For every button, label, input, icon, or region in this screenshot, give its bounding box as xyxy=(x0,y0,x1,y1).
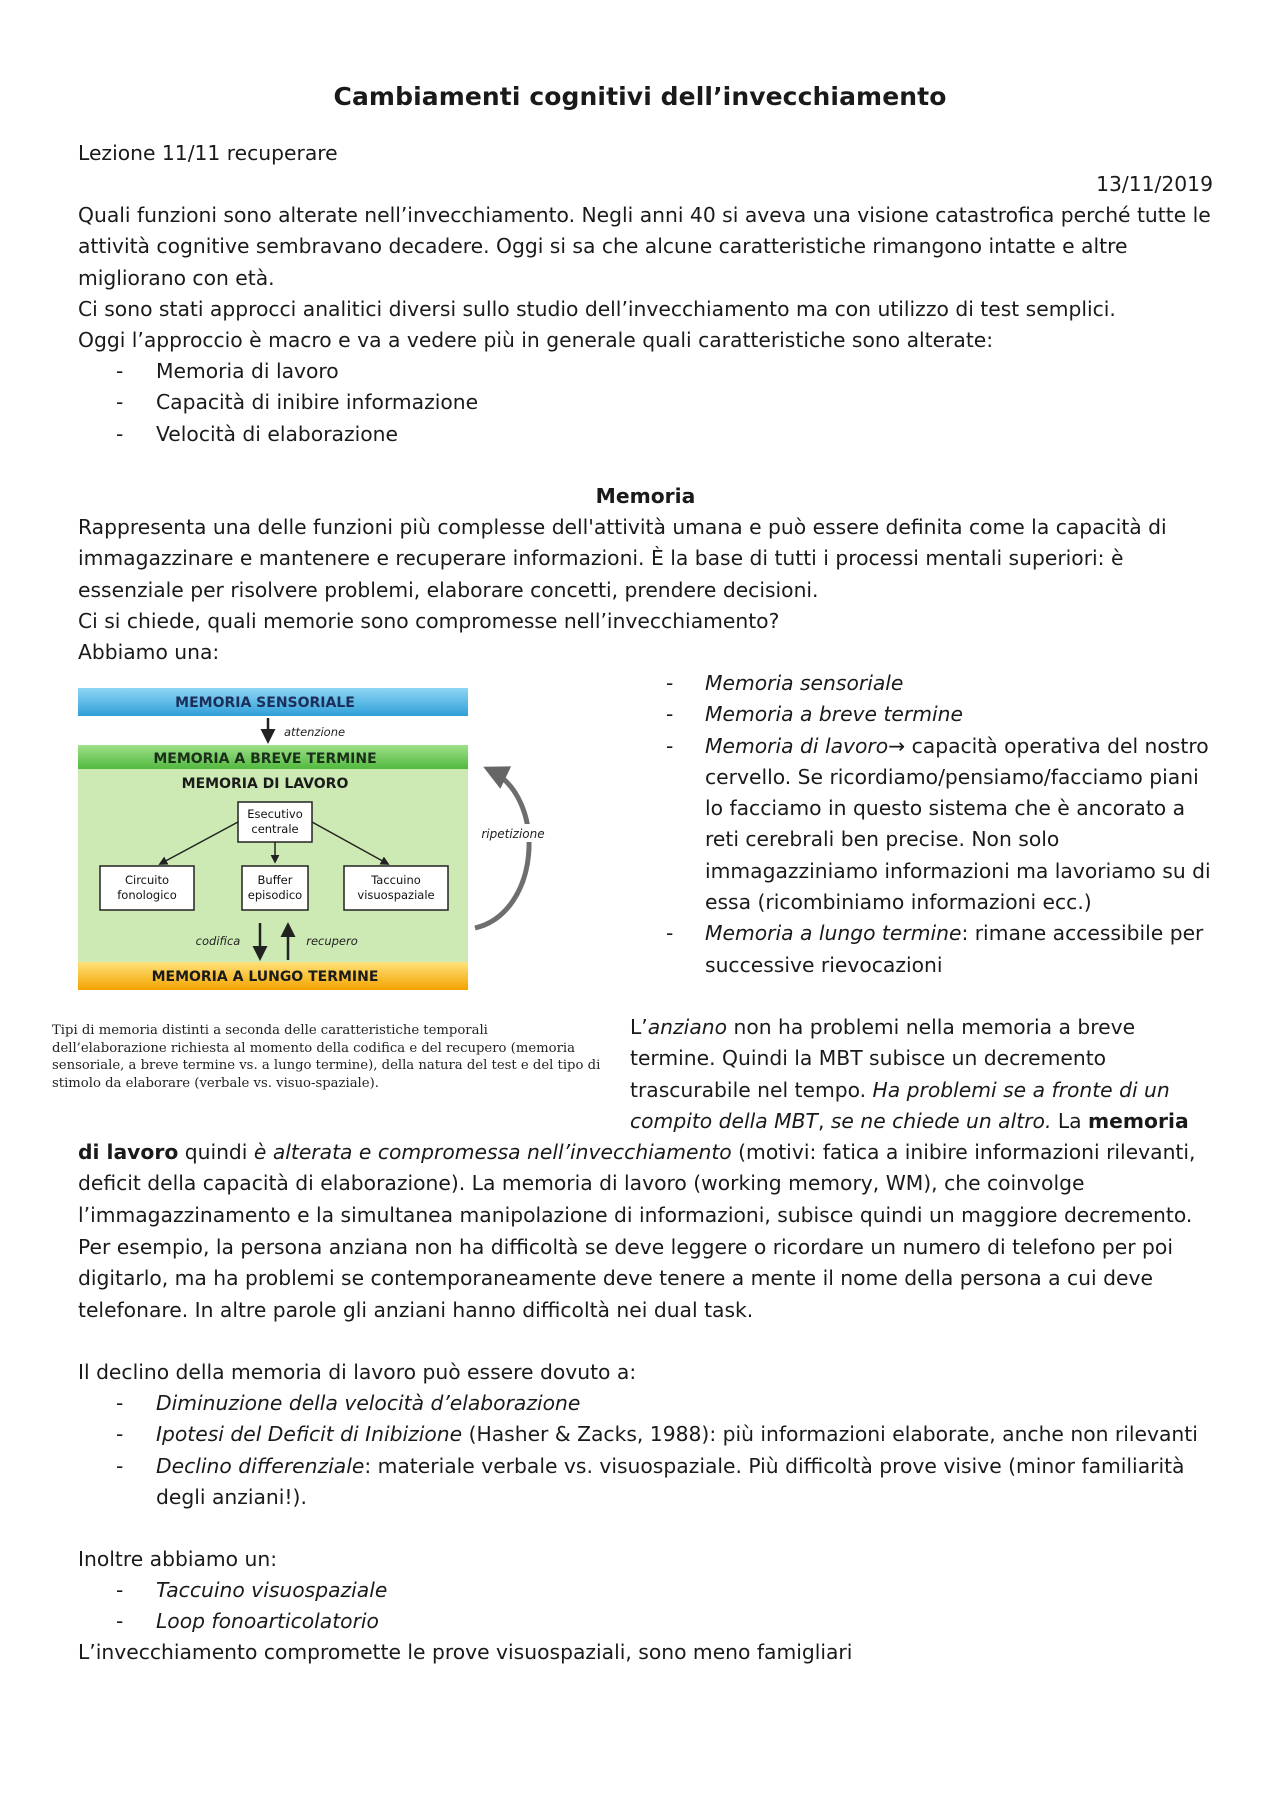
float-spacer xyxy=(78,1012,630,1134)
retrieval-label: recupero xyxy=(306,934,358,948)
rehearsal-label: ripetizione xyxy=(481,827,545,841)
list-item: - Velocità di elaborazione xyxy=(116,421,398,446)
episodic-buffer-label-2: episodico xyxy=(247,888,303,902)
list-item: - Memoria di lavoro xyxy=(116,359,339,383)
decline-intro: Il declino della memoria di lavoro può essere dovuto a: xyxy=(78,1360,637,1384)
approach-line-2: Oggi l’approccio è macro e va a vedere più in generale quali caratteristiche sono alterate: xyxy=(78,328,994,352)
working-memory-label: MEMORIA DI LAVORO xyxy=(181,776,349,792)
section-heading-memoria: Memoria xyxy=(595,484,696,508)
page-title: Cambiamenti cognitivi dell’invecchiamento xyxy=(333,82,947,111)
episodic-buffer-label-1: Buffer xyxy=(257,873,293,887)
list-item: - Memoria di lavoro→ capacità operativa del nostro cervello. Se ricordiamo/pensiamo/facciamo piani lo facciamo in questo sistema che è ancorato a reti cerebrali ben precise. Non solo immagazziniamo informazioni ma lavoriamo su di essa (ricombiniamo informazioni ecc.) xyxy=(666,733,1211,915)
visuospatial-sketchpad-label-2: visuospaziale xyxy=(357,888,435,902)
visuospatial-sketchpad-label-1: Taccuino xyxy=(371,873,421,887)
list-item: - Capacità di inibire informazione xyxy=(116,390,479,415)
question-line: Ci si chiede, quali memorie sono compromesse nell’invecchiamento? xyxy=(78,609,780,633)
attention-label: attenzione xyxy=(284,725,346,739)
lesson-date: 13/11/2019 xyxy=(1096,172,1213,196)
memory-model-diagram xyxy=(70,688,560,1008)
phonological-loop-label-1: Circuito xyxy=(124,873,170,887)
figure-caption: Tipi di memoria distinti a seconda delle caratteristiche temporali dell’elaborazione richiesta al momento della codifica e del recupero (memoria sensoriale, a breve termine vs. a lungo termine), della natura del test e del tipo di stimolo da elaborare (verbale vs. visuo-spaziale). xyxy=(52,1023,601,1091)
list-item: - Memoria a breve termine xyxy=(666,702,963,727)
central-executive-label-2: centrale xyxy=(251,822,299,836)
additional-components-list xyxy=(78,1575,1213,1638)
long-term-memory-label: MEMORIA A LUNGO TERMINE xyxy=(151,969,379,985)
list-item: - Loop fonoarticolatorio xyxy=(116,1609,379,1634)
rehearsal-loop-arrow xyxy=(475,770,529,928)
decline-causes-list xyxy=(78,1388,1213,1513)
list-item: - Ipotesi del Deficit di Inibizione (Hasher & Zacks, 1988): più informazioni elaborate, anche non rilevanti xyxy=(116,1422,1198,1447)
memory-types-list xyxy=(666,668,1216,981)
final-line: L’invecchiamento compromette le prove visuospaziali, sono meno famigliari xyxy=(78,1640,853,1664)
lesson-note: Lezione 11/11 recuperare xyxy=(78,141,338,165)
inoltre-line: Inoltre abbiamo un: xyxy=(78,1547,278,1571)
short-term-memory-label: MEMORIA A BREVE TERMINE xyxy=(153,751,377,767)
elderly-paragraph: L’anziano non ha problemi nella memoria a breve termine. Quindi la MBT subisce un decremento trascurabile nel tempo. Ha problemi se a fronte di un compito della MBT, se ne chiede un altro. La memoria di lavoro quindi è alterata e compromessa nell’invecchiamento (motivi: fatica a inibire informazioni rilevanti, deficit della capacità di elaborazione). La memoria di lavoro (working memory, WM), che coinvolge l’immagazzinamento e la simultanea manipolazione di informazioni, subisce quindi un maggiore decremento. xyxy=(78,1012,1213,1231)
intro-paragraph: Quali funzioni sono alterate nell’invecchiamento. Negli anni 40 si aveva una visione catastrofica perché tutte le attività cognitive sembravano decadere. Oggi si sa che alcune caratteristiche rimangono intatte e altre migliorano con età. xyxy=(78,203,1211,290)
list-item: - Diminuzione della velocità d’elaborazione xyxy=(116,1391,581,1415)
list-item: - Memoria a lungo termine: rimane accessibile per successive rievocazioni xyxy=(666,921,1204,977)
list-item: - Declino differenziale: materiale verbale vs. visuospaziale. Più difficoltà prove visive (minor familiarità degli anziani!). xyxy=(116,1453,1185,1509)
list-item: - Memoria sensoriale xyxy=(666,671,904,695)
encoding-label: codifica xyxy=(195,934,241,948)
example-paragraph: Per esempio, la persona anziana non ha difficoltà se deve leggere o ricordare un numero di telefono per poi digitarlo, ma ha problemi se contemporaneamente deve tenere a mente il nome della persona a cui deve telefonare. In altre parole gli anziani hanno difficoltà nei dual task. xyxy=(78,1235,1173,1322)
memoria-paragraph: Rappresenta una delle funzioni più complesse dell'attività umana e può essere definita come la capacità di immagazzinare e mantenere e recuperare informazioni. È la base di tutti i processi mentali superiori: è essenziale per risolvere problemi, elaborare concetti, prendere decisioni. xyxy=(78,515,1167,602)
sensory-memory-label: MEMORIA SENSORIALE xyxy=(175,695,355,711)
list-item: - Taccuino visuospaziale xyxy=(116,1578,388,1602)
altered-features-list xyxy=(78,356,1213,450)
phonological-loop-label-2: fonologico xyxy=(117,888,177,902)
central-executive-label-1: Esecutivo xyxy=(247,807,303,821)
abbiamo-una: Abbiamo una: xyxy=(78,640,220,664)
approach-line-1: Ci sono stati approcci analitici diversi sullo studio dell’invecchiamento ma con utilizzo di test semplici. xyxy=(78,297,1116,321)
